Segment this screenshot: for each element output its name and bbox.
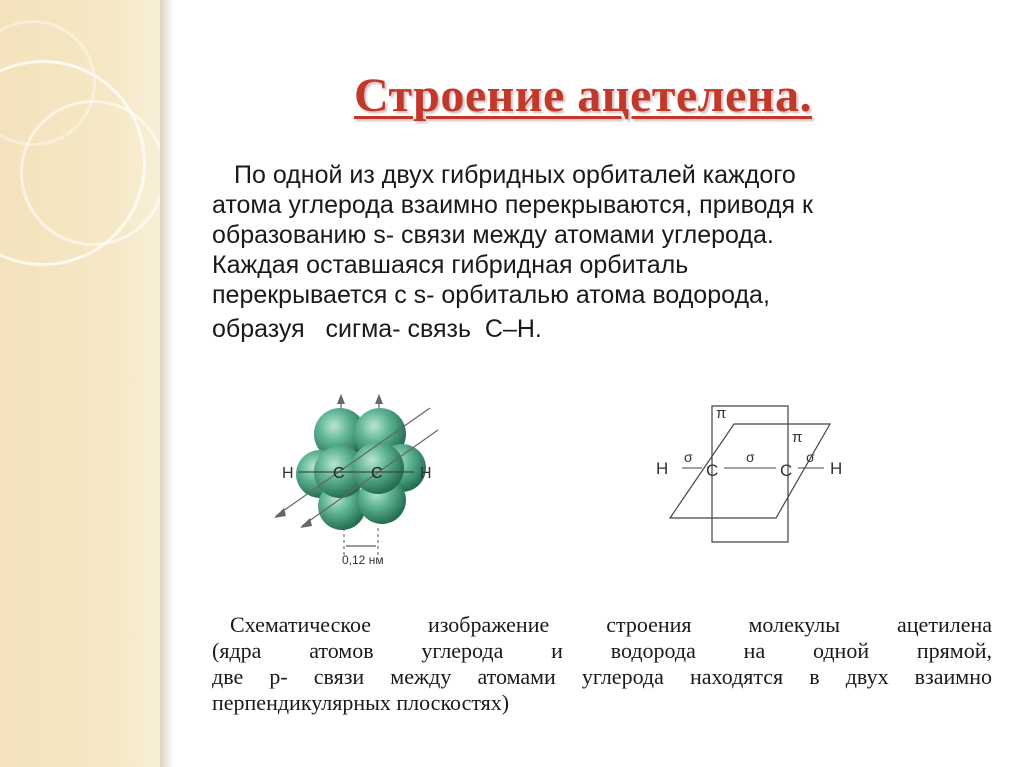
figure-caption [212, 612, 992, 716]
arrow-head [337, 394, 345, 404]
atom-label-h: H [282, 465, 294, 482]
atom-label-c: C [706, 461, 719, 480]
caption-line: перпендикулярных плоскостях) [212, 690, 510, 715]
paragraph-line: перекрывается с s- орбиталью атома водорода, [212, 281, 770, 309]
paragraph-line: атома углерода взаимно перекрываются, приводя к [212, 191, 813, 219]
caption-line: две p- связи между атомами углерода находятся в двух взаимно [212, 664, 992, 689]
arrow-head [274, 508, 286, 518]
slide-title: Строение ацетелена. [353, 69, 813, 122]
paragraph-line: образуя сигма- связь С–Н. [212, 315, 542, 343]
pi-label: π [792, 429, 803, 446]
sigma-label: σ [746, 449, 755, 465]
sigma-label: σ [806, 449, 815, 465]
atom-label-c: C [333, 465, 345, 482]
pi-label: π [716, 405, 727, 422]
arrow-head [375, 394, 383, 404]
caption-line: (ядра атомов углерода и водорода на одной прямой, [212, 638, 992, 663]
main-paragraph [212, 160, 992, 344]
atom-label-h: H [656, 459, 669, 478]
caption-line: Схематическое изображение строения молекулы ацетилена [230, 612, 992, 637]
acetylene-bond-diagram [648, 396, 858, 550]
atom-label-h: H [420, 465, 432, 482]
paragraph-line: Каждая оставшаяся гибридная орбиталь [212, 251, 689, 279]
acetylene-orbital-model [262, 388, 452, 578]
pi-plane-vertical [712, 406, 788, 542]
atom-label-c: C [780, 461, 793, 480]
arrow-head [300, 518, 312, 528]
pi-plane-horizontal [670, 424, 830, 518]
sigma-label: σ [684, 449, 693, 465]
paragraph-line: образованию s- связи между атомами углерода. [212, 221, 774, 249]
atom-label-h: H [830, 459, 843, 478]
atom-label-c: C [371, 465, 383, 482]
distance-label: 0,12 нм [342, 553, 384, 567]
paragraph-line: По одной из двух гибридных орбиталей каждого [234, 161, 796, 189]
